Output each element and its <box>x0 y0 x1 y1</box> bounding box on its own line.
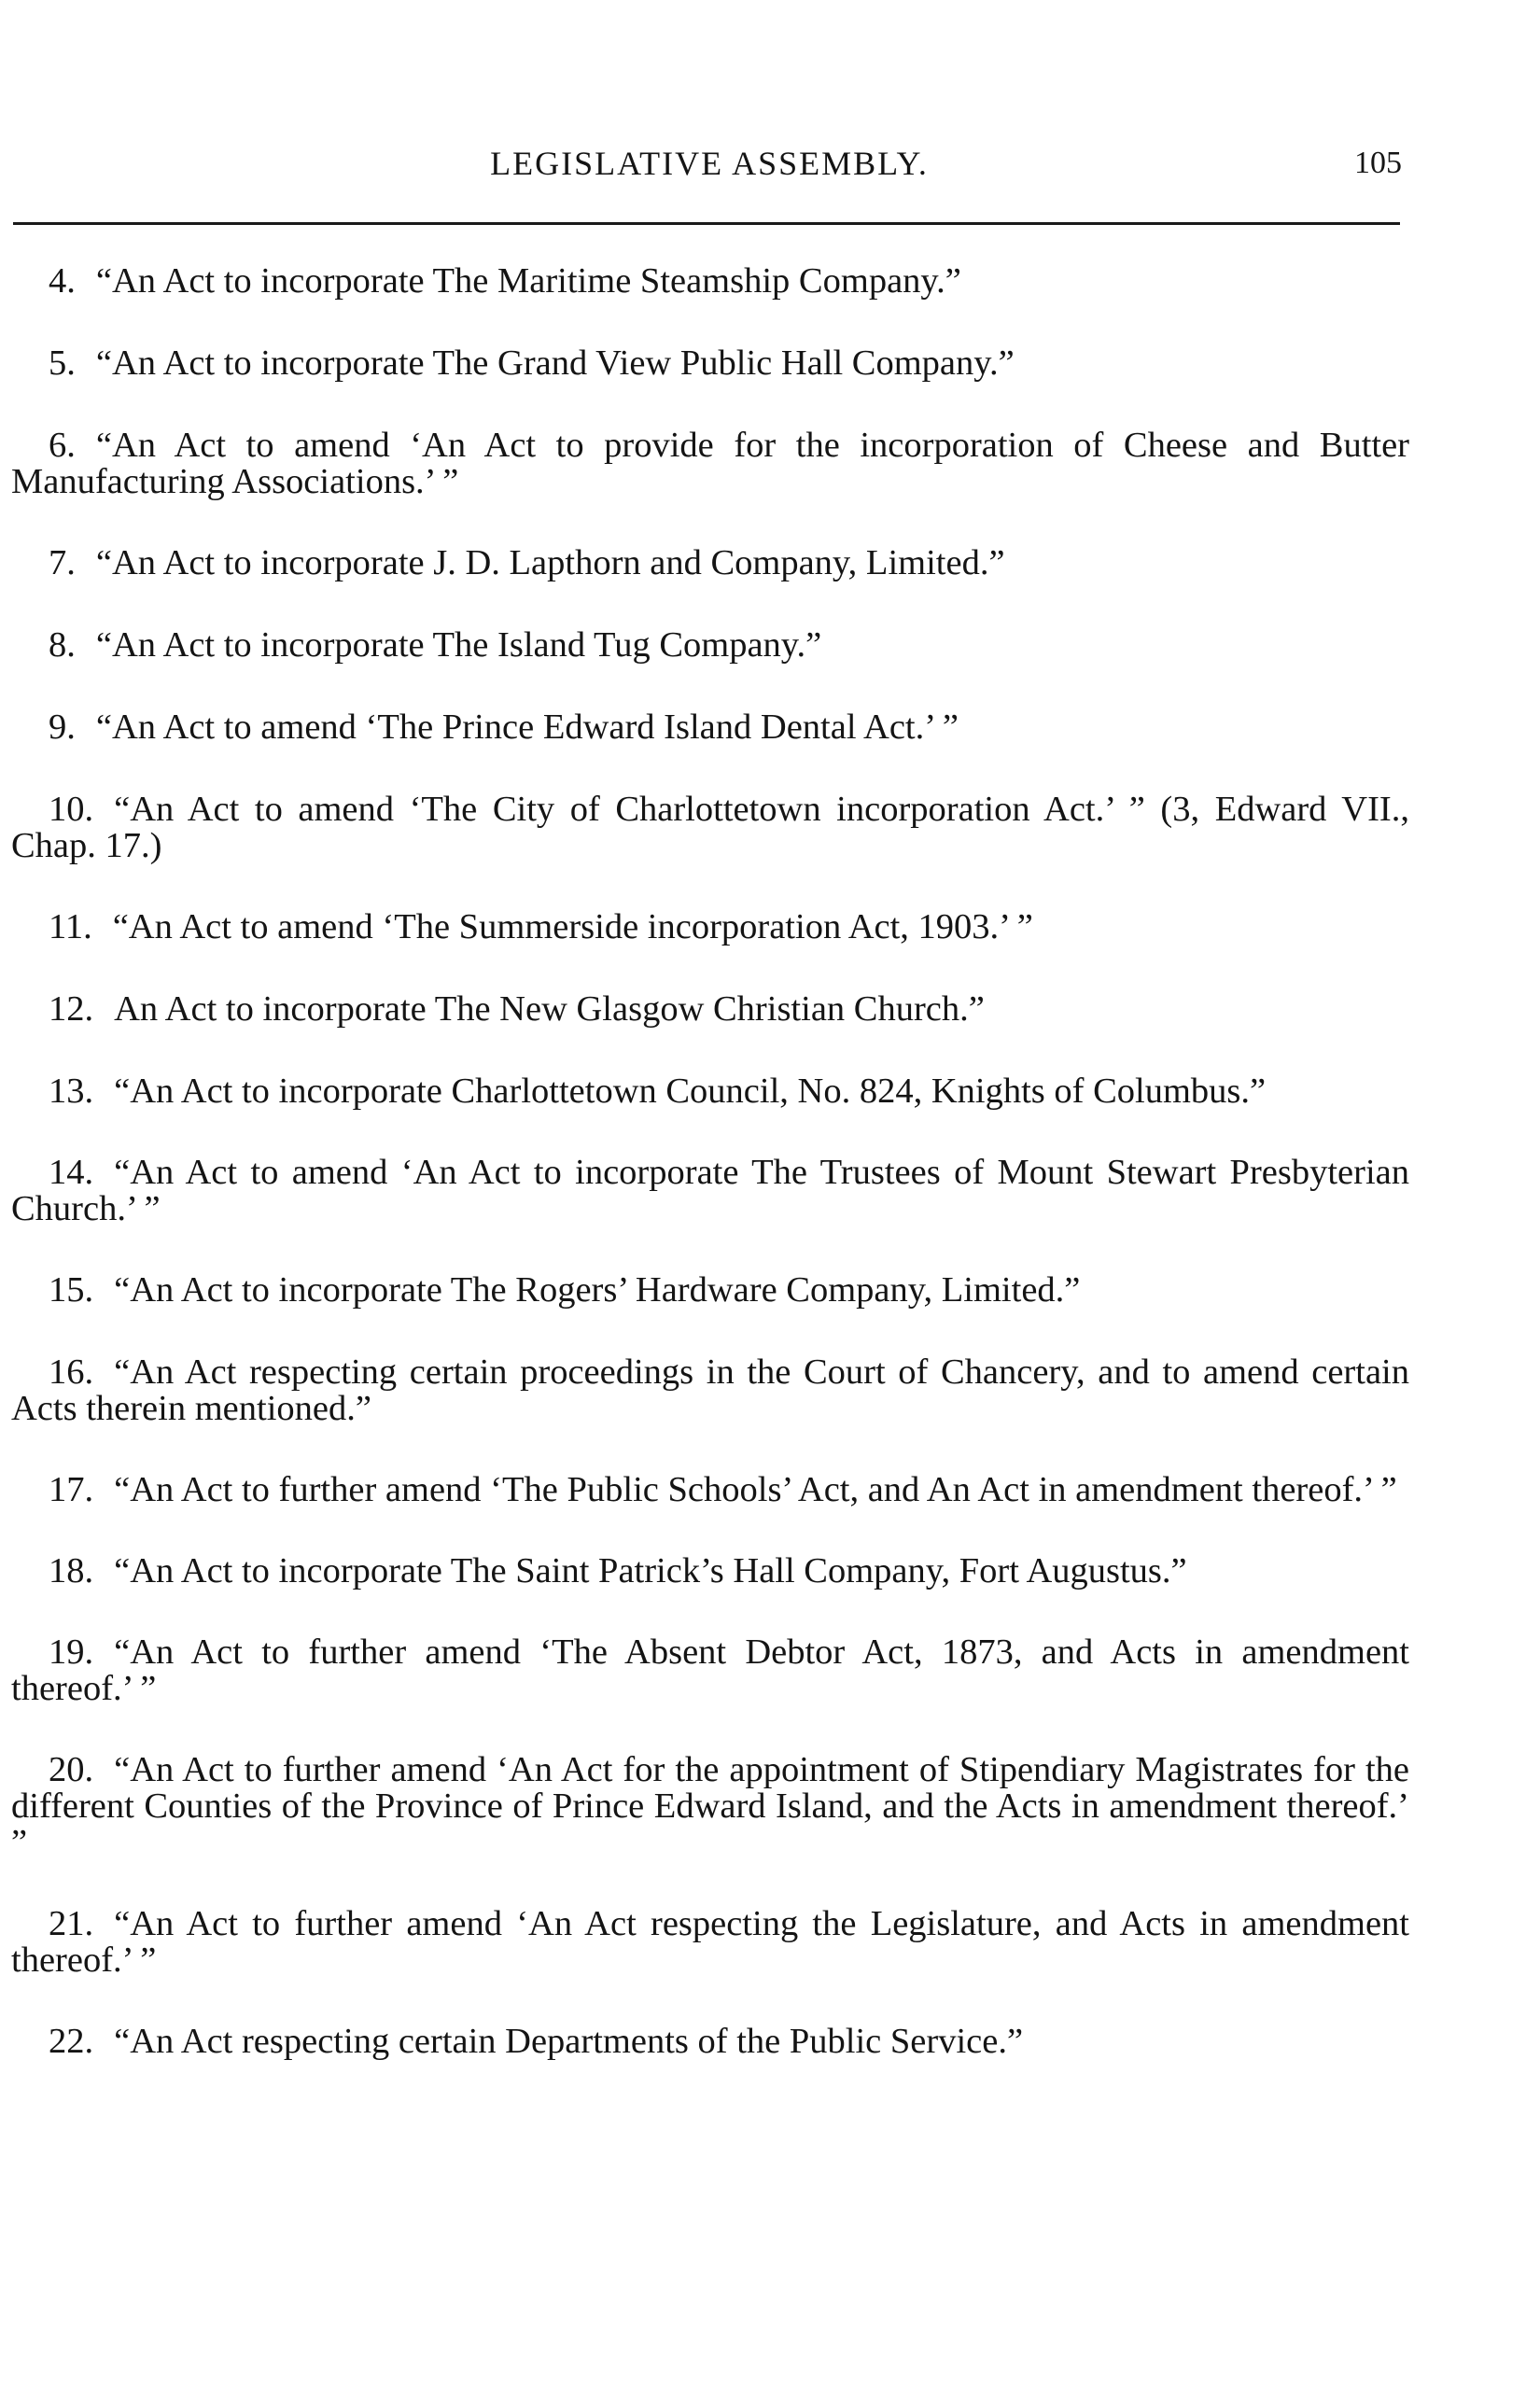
act-entry <box>11 991 1409 1028</box>
act-title: “An Act to amend ‘An Act to provide for the incorporation of Cheese and Butter Manufacturing Associations.’ ” <box>11 426 1409 501</box>
running-title: LEGISLATIVE ASSEMBLY. <box>490 145 929 182</box>
act-number: 15. <box>49 1270 94 1310</box>
act-number: 9. <box>49 708 76 747</box>
act-number: 13. <box>49 1072 94 1111</box>
act-title: “An Act respecting certain Departments of the Public Service.” <box>114 2022 1024 2061</box>
act-entry <box>11 2024 1409 2060</box>
act-title: “An Act to incorporate J. D. Lapthorn and Company, Limited.” <box>95 543 1005 582</box>
act-entry <box>11 1073 1409 1110</box>
act-entry <box>11 545 1409 581</box>
act-number: 8. <box>49 625 76 665</box>
act-number: 10. <box>49 790 94 829</box>
act-number: 4. <box>49 261 76 301</box>
act-title: An Act to incorporate The New Glasgow Christian Church.” <box>114 989 985 1029</box>
act-entry <box>11 627 1409 664</box>
act-title: “An Act to amend ‘The Summerside incorporation Act, 1903.’ ” <box>112 907 1033 946</box>
act-title: “An Act to incorporate The Maritime Steamship Company.” <box>95 261 961 301</box>
act-number: 17. <box>49 1470 94 1509</box>
act-title: “An Act to incorporate The Grand View Public Hall Company.” <box>95 343 1015 383</box>
act-number: 16. <box>49 1352 94 1392</box>
act-number: 22. <box>49 2022 94 2061</box>
act-title: “An Act to further amend ‘The Public Schools’ Act, and An Act in amendment thereof.’ ” <box>114 1470 1397 1509</box>
act-entry <box>11 427 1409 500</box>
act-entry <box>11 1906 1409 1979</box>
act-title: “An Act respecting certain proceedings in the Court of Chancery, and to amend certain Acts therein mentioned.” <box>11 1352 1409 1428</box>
act-number: 11. <box>49 907 92 946</box>
act-title: “An Act to incorporate The Rogers’ Hardware Company, Limited.” <box>114 1270 1081 1310</box>
act-number: 21. <box>49 1904 94 1943</box>
act-title: “An Act to incorporate Charlottetown Council, No. 824, Knights of Columbus.” <box>114 1072 1267 1111</box>
page-number: 105 <box>1354 146 1402 180</box>
act-title: “An Act to amend ‘An Act to incorporate The Trustees of Mount Stewart Presbyterian Church.’ ” <box>11 1153 1409 1228</box>
act-number: 14. <box>49 1153 94 1192</box>
act-number: 20. <box>49 1750 94 1789</box>
act-entry <box>11 1634 1409 1707</box>
act-entry <box>11 1752 1409 1861</box>
act-number: 7. <box>49 543 76 582</box>
act-entry <box>11 1155 1409 1227</box>
act-entry <box>11 1472 1409 1508</box>
act-entry <box>11 709 1409 746</box>
act-title: “An Act to amend ‘The Prince Edward Island Dental Act.’ ” <box>95 708 959 747</box>
act-entry <box>11 263 1409 300</box>
act-entry <box>11 1272 1409 1309</box>
act-title: “An Act to further amend ‘The Absent Debtor Act, 1873, and Acts in amendment thereof.’ ” <box>11 1632 1409 1708</box>
act-entry <box>11 909 1409 946</box>
act-title: “An Act to further amend ‘An Act respecting the Legislature, and Acts in amendment thereof.’ ” <box>11 1904 1409 1980</box>
act-number: 6. <box>49 426 76 465</box>
act-number: 19. <box>49 1632 94 1672</box>
act-number: 12. <box>49 989 94 1029</box>
act-title: “An Act to incorporate The Island Tug Company.” <box>95 625 822 665</box>
act-list <box>11 263 1409 2060</box>
header-rule <box>13 222 1400 225</box>
act-title: “An Act to incorporate The Saint Patrick’s Hall Company, Fort Augustus.” <box>114 1551 1187 1590</box>
act-title: “An Act to further amend ‘An Act for the appointment of Stipendiary Magistrates for the different Counties of the Province of Prince Edward Island, and the Acts in amendment thereof.’ ” <box>11 1750 1409 1862</box>
act-number: 18. <box>49 1551 94 1590</box>
act-number: 5. <box>49 343 76 383</box>
running-head <box>17 140 1402 187</box>
act-entry <box>11 1354 1409 1427</box>
act-entry <box>11 345 1409 382</box>
act-entry <box>11 792 1409 864</box>
act-title: “An Act to amend ‘The City of Charlottetown incorporation Act.’ ” (3, Edward VII., Chap. 17.) <box>11 790 1409 865</box>
act-entry <box>11 1553 1409 1590</box>
